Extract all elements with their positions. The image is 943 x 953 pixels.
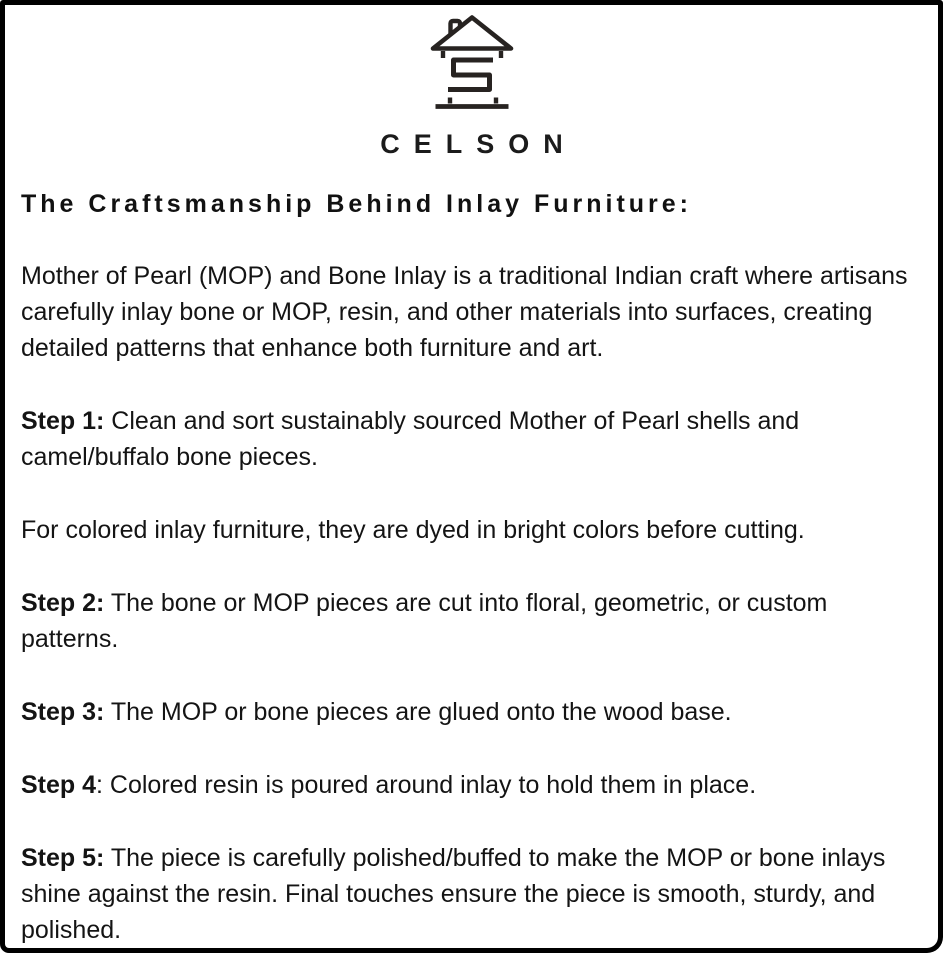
step-4-label: Step 4 <box>21 771 97 799</box>
step-3-text: The MOP or bone pieces are glued onto the wood base. <box>104 698 732 726</box>
color-note-paragraph: For colored inlay furniture, they are dyed in bright colors before cutting. <box>21 516 805 544</box>
step-2-label: Step 2: <box>21 589 105 617</box>
step-1-text: Clean and sort sustainably sourced Mother of Pearl shells and camel/buffalo bone pieces. <box>21 407 800 471</box>
step-2-paragraph <box>21 585 922 657</box>
step-5-paragraph <box>21 840 922 948</box>
brand-header <box>21 15 922 159</box>
step-1-paragraph <box>21 403 922 475</box>
step-1-label: Step 1: <box>21 407 105 435</box>
step-3-label: Step 3: <box>21 698 105 726</box>
page-title: The Craftsmanship Behind Inlay Furniture: <box>21 190 692 218</box>
logo-container <box>21 15 922 111</box>
intro-paragraph: Mother of Pearl (MOP) and Bone Inlay is a traditional Indian craft where artisans carefully inlay bone or MOP, resin, and other materials into surfaces, creating detailed patterns that enhance both furniture and art. <box>21 262 908 362</box>
brand-wordmark: CELSON <box>380 129 577 159</box>
celson-house-logo-icon <box>430 15 514 111</box>
step-5-label: Step 5: <box>21 844 105 872</box>
step-3-paragraph <box>21 694 922 730</box>
step-2-text: The bone or MOP pieces are cut into floral, geometric, or custom patterns. <box>21 589 828 653</box>
step-4-paragraph <box>21 767 922 803</box>
step-5-text: The piece is carefully polished/buffed to make the MOP or bone inlays shine against the resin. Final touches ensure the piece is smooth, sturdy, and polished. <box>21 844 886 944</box>
step-4-text: : Colored resin is poured around inlay to hold them in place. <box>96 771 757 799</box>
